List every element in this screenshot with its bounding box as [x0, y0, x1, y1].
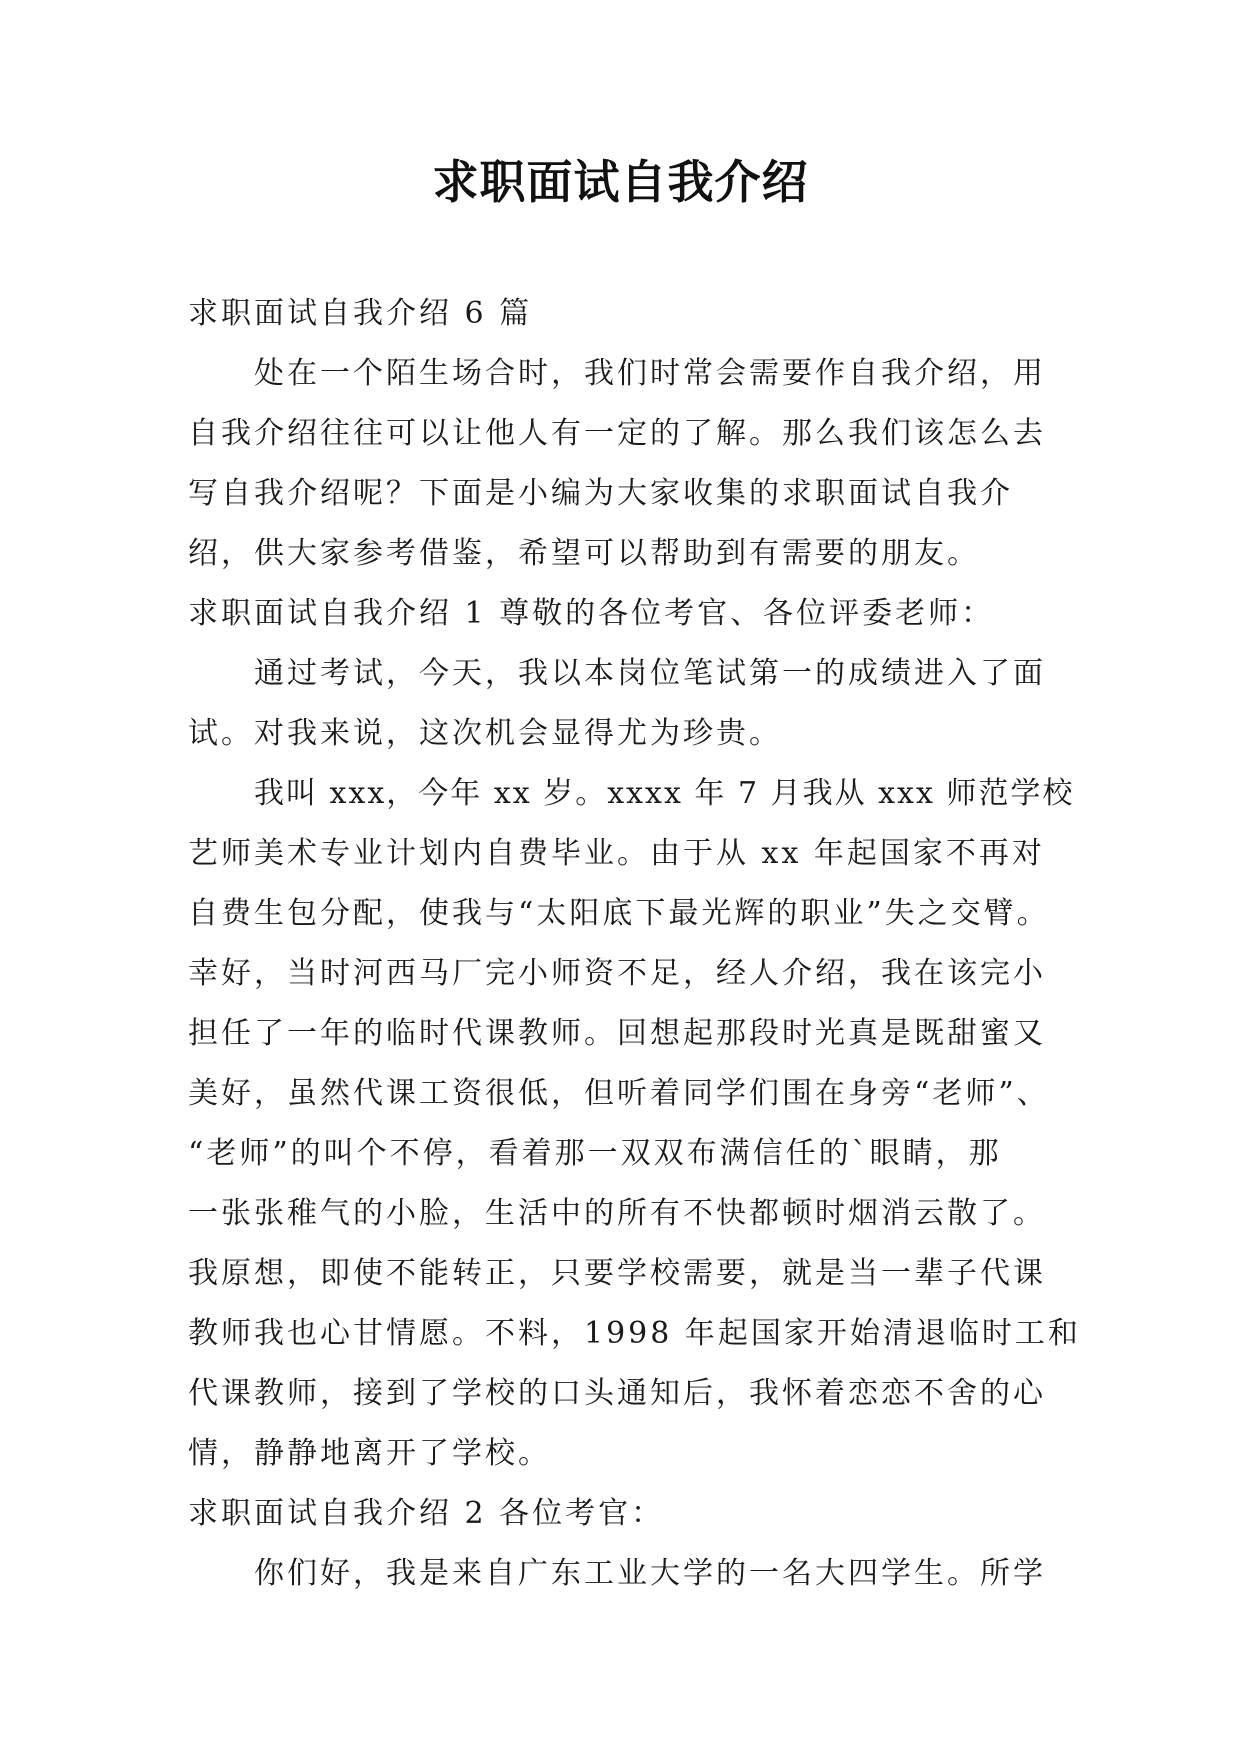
- paragraph-line: 写自我介绍呢？下面是小编为大家收集的求职面试自我介: [188, 476, 1013, 511]
- paragraph-line: 试。对我来说，这次机会显得尤为珍贵。: [188, 716, 782, 751]
- subtitle-line: 求职面试自我介绍 6 篇: [188, 296, 533, 331]
- paragraph-line: 情，静静地离开了学校。: [188, 1436, 551, 1471]
- document-title: 求职面试自我介绍: [432, 155, 809, 209]
- paragraph-line: 处在一个陌生场合时，我们时常会需要作自我介绍，用: [254, 356, 1046, 391]
- paragraph-line: 自费生包分配，使我与“太阳底下最光辉的职业”失之交臂。: [188, 896, 1050, 931]
- paragraph-line: 美好，虽然代课工资很低，但听着同学们围在身旁“老师”、: [188, 1076, 1050, 1111]
- paragraph-line: 幸好，当时河西马厂完小师资不足，经人介绍，我在该完小: [188, 956, 1046, 991]
- paragraph-line: 一张张稚气的小脸，生活中的所有不快都顿时烟消云散了。: [188, 1196, 1046, 1231]
- paragraph-line: 自我介绍往往可以让他人有一定的了解。那么我们该怎么去: [188, 416, 1046, 451]
- paragraph-line: 你们好，我是来自广东工业大学的一名大四学生。所学: [254, 1556, 1046, 1591]
- paragraph-line: 绍，供大家参考借鉴，希望可以帮助到有需要的朋友。: [188, 536, 980, 571]
- paragraph-line: 代课教师，接到了学校的口头通知后，我怀着恋恋不舍的心: [188, 1376, 1046, 1411]
- paragraph-line: 通过考试，今天，我以本岗位笔试第一的成绩进入了面: [254, 656, 1046, 691]
- paragraph-line: 担任了一年的临时代课教师。回想起那段时光真是既甜蜜又: [188, 1016, 1046, 1051]
- paragraph-line: 我原想，即使不能转正，只要学校需要，就是当一辈子代课: [188, 1256, 1046, 1291]
- document-body: [188, 284, 1088, 1604]
- paragraph-line: 艺师美术专业计划内自费毕业。由于从 xx 年起国家不再对: [188, 836, 1045, 871]
- paragraph-line: “老师”的叫个不停，看着那一双双布满信任的`眼睛，那: [188, 1136, 1002, 1171]
- paragraph-line: 我叫 xxx，今年 xx 岁。xxxx 年 7 月我从 xxx 师范学校: [254, 776, 1075, 811]
- section-heading-line: 求职面试自我介绍 2 各位考官：: [188, 1496, 665, 1531]
- paragraph-line: 教师我也心甘情愿。不料，1998 年起国家开始清退临时工和: [188, 1316, 1081, 1351]
- section-heading-line: 求职面试自我介绍 1 尊敬的各位考官、各位评委老师：: [188, 596, 995, 631]
